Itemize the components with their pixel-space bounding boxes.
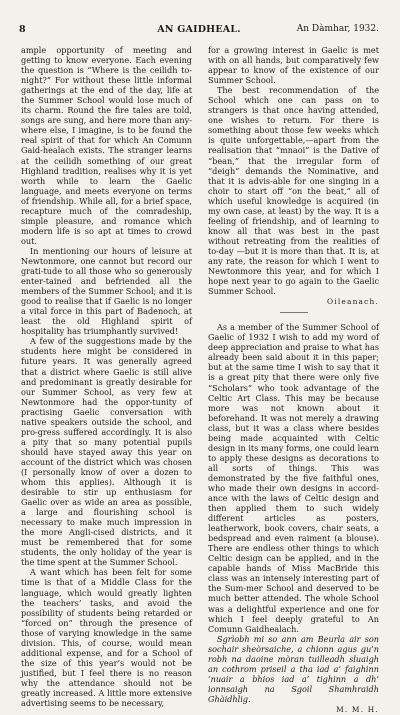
article-paragraph: As a member of the Summer School of Gaelic of 1932 I wish to add my word of deep appreciation and praise to what has already been said about it in this paper; but at the same time I wish to say that it is a great pity that there were only five “Scholars” who took advantage of the Celtic Art Class. This may be because more was not known about it beforehand. It was not merely a drawing class, but it was a class where besides being made acquainted with Celtic design in its many forms, one could learn to apply these designs as decorations to all sorts of things. This was demonstrated by the five faithful ones, who made their own designs in accord-ance with the laws of Celtic design and then applied them to such widely different articles as posters, leatherwork, book covers, chair seats, a bedspread and even raiment (a blouse). There are endless other things to which Celtic design can be applied, and in the capable hands of Miss MacBride this class was an intensely interesting part of the Sum-mer School and deserved to be much better attended. The whole School was a delightful experience and one for which I feel deeply grateful to An Comunn Gaidhealach. — [208, 322, 379, 634]
issue-date: An Dàmhar, 1932. — [296, 24, 379, 34]
section-divider — [280, 312, 308, 313]
author-signature: M. M. H. — [336, 705, 379, 714]
page-header — [19, 24, 379, 36]
author-signature: Oileanach. — [327, 297, 379, 307]
article-paragraph: In mentioning our hours of leisure at Newtonmore, one cannot but record our grati-tude to all those who so generously enter-tained and befriended all the members of the Summer School; and it is good to realise that if Gaelic is no longer a vital force in this part of Badenoch, at least the old Highland spirit of hospitality has triumphantly survived! — [21, 245, 192, 337]
publication-title: AN GAIDHEAL. — [157, 24, 241, 35]
article-paragraph: ample opportunity of meeting and getting to know everyone. Each evening the question is “Where is the ceilidh to-night?” For without these little informal gatherings at the end of the day, life at the Summer School would lose much of its charm. Round the fire tales are told, songs are sung, and here more than any-where else, I imagine, is to be found the real spirit of that for which An Comunn Gaid-healach exists. The stranger learns at the ceilidh something of our great Highland tradition, realises why it is yet worth while to learn the Gaelic language, and meets everyone on terms of friendship. While all, for a brief space, recapture much of the comradeship, simple pleasure, and romance which modern life is so apt at times to crowd out. — [21, 45, 192, 246]
right-column — [208, 45, 379, 715]
page-number: 8 — [19, 24, 26, 35]
article-paragraph: A want which has been felt for some time is that of a Middle Class for the language, which would greatly lighten the teachers’ tasks, and avoid the possibility of students being retarded or “forced on” through the presence of those of varying knowledge in the same division. This, of course, would mean additional expense, and for a School of the size of this year’s would not be justified, but I feel there is no reason why the attendance should not be greatly increased. A little more extensive advertising seems to be necessary, — [21, 567, 192, 709]
gaelic-paragraph: Sgrìobh mi so ann am Beurla air son sochair sheòrsaiche, a chionn agus gu’n robh na daoine mòran tuilleadh sluaigh an cothrom priseil a tha iad a’ faighinn ’nuair a bhios iad a’ tighinn a dh’ ionnsaigh na Sgoil Shamhraidh Ghàidhlig. — [208, 633, 379, 704]
article-paragraph: A few of the suggestions made by the students here might be considered in future years. It was generally agreed that a district where Gaelic is still alive and predominant is greatly desirable for our Summer School, as very few at Newtonmore had the oppor-tunity of practising Gaelic conversation with native speakers outside the school, and pro-gress suffered accordingly. It is also a pity that so many potential pupils should have stayed away this year on account of the district which was chosen (I personally know of over a dozen to whom this applies). Although it is desirable to stir up enthusiasm for Gaelic over as wide an area as possible, a large and flourishing school is necessary to make much impression in the more Angli-cised districts, and it must be remembered that for some students, the only holiday of the year is the time spent at the Summer School. — [21, 336, 192, 568]
left-column — [21, 45, 192, 708]
article-paragraph: The best recommendation of the School which one can pass on to strangers is that once having attended, one wishes to return. For there is something about those few weeks which is quite unforgettable,—apart from the realisation that “mnaoi” is the Dative of “bean,” that the irregular form of “deigh” demands the Nominative, and that it is advis-able for one singing in a choir to start off “on the beat,” all of which useful knowledge is acquired (in my own case, at least) by the way. It is a feeling of friendship, and of learning to know all that was best in the past without retreating from the realities of to-day —but it is more than that. It is, at any rate, the reason for which I went to Newtonmore this year, and for which I hope next year to go again to the Gaelic Summer School. — [208, 85, 379, 297]
article-paragraph: for a growing interest in Gaelic is met with on all hands, but comparatively few appear to know of the existence of our Summer School. — [208, 45, 379, 86]
